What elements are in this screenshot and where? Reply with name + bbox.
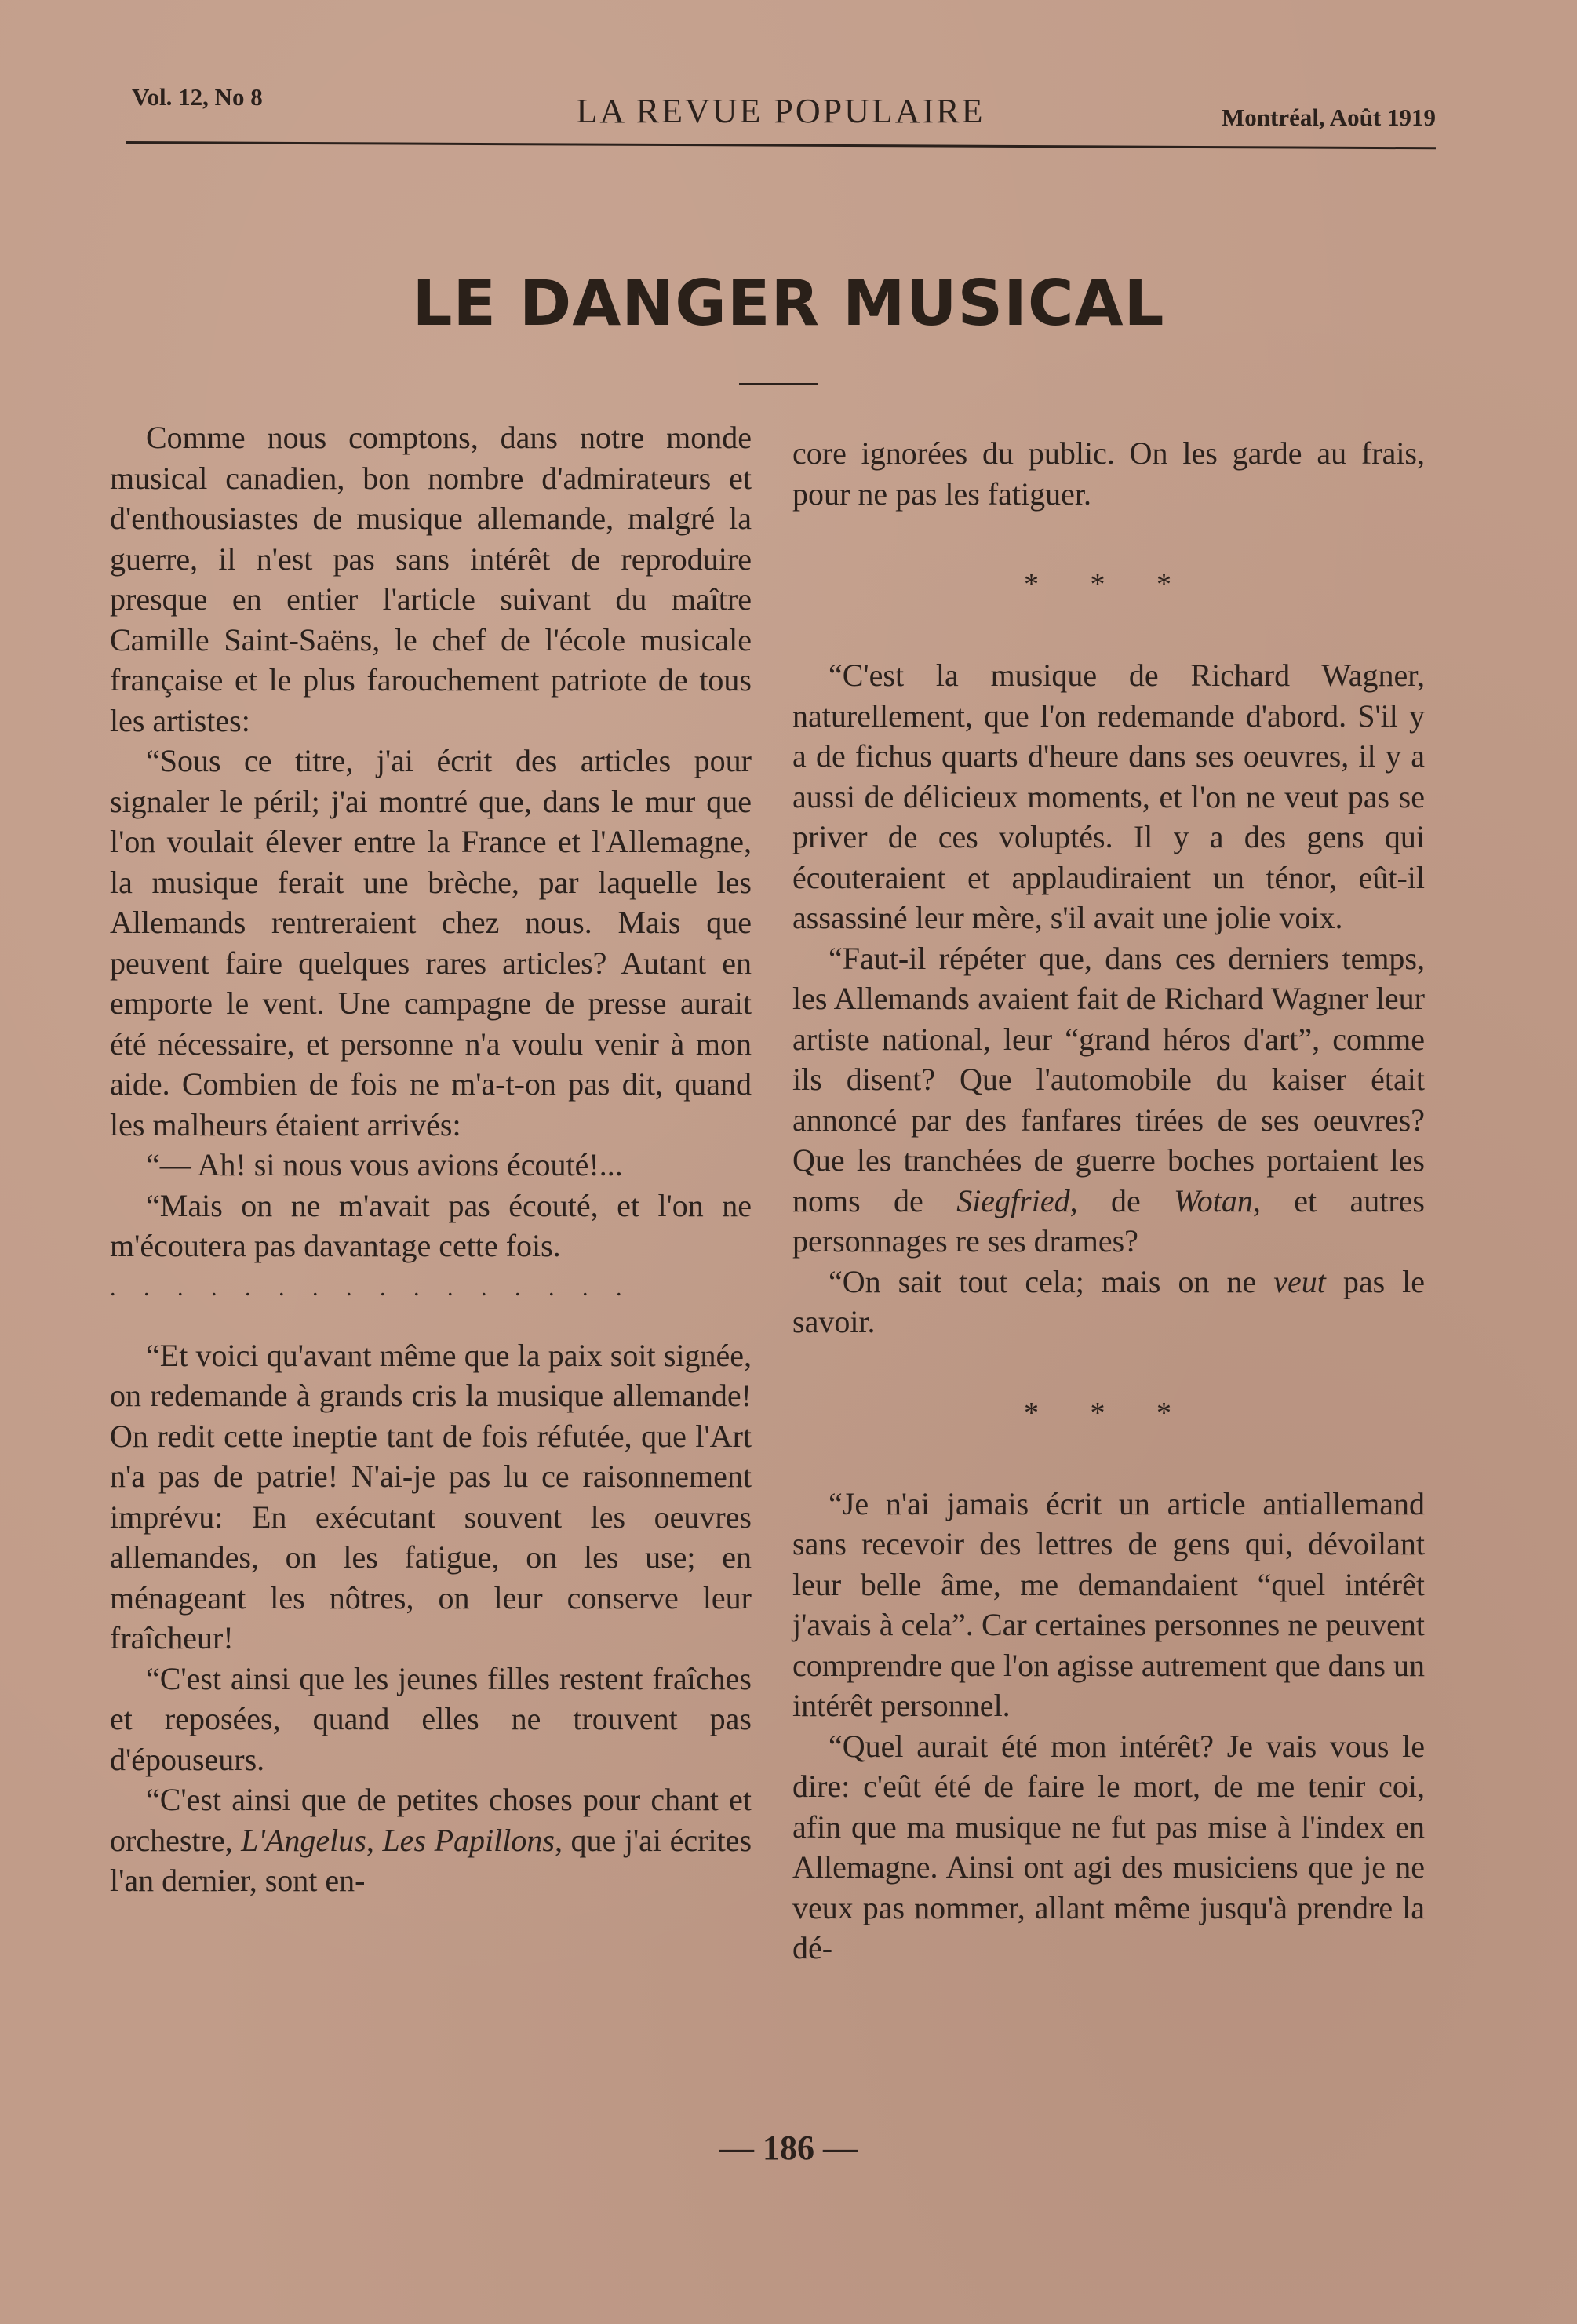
paragraph: “C'est ainsi que les jeunes filles restent fraîches et reposées, quand elles ne trouvent pas d'épouseurs. [110, 1660, 752, 1777]
paragraph: “— Ah! si nous vous avions écouté!... [146, 1147, 623, 1182]
paragraph: “Mais on ne m'avait pas écouté, et l'on ne m'écoutera pas davantage cette fois. [110, 1187, 752, 1263]
text-run: , que j'ai écrites l'an dernier, sont en- [110, 1822, 752, 1898]
article-title: LE DANGER MUSICAL [412, 267, 1165, 340]
paragraph: “Quel aurait été mon intérêt? Je vais vous le dire: c'eût été de faire le mort, de me tenir coi, afin que ma musique ne fut pas mise à l'index en Allemagne. Ainsi ont agi des musiciens que je ne veux pas nommer, allant même jusqu'à prendre la dé- [792, 1728, 1425, 1965]
right-column [792, 433, 1425, 1969]
paragraph [792, 1262, 1425, 1342]
page-header [126, 75, 1436, 146]
paragraph: Comme nous comptons, dans notre monde musical canadien, bon nombre d'admirateurs et d'enthousiastes de musique allemande, malgré la guerre, il n'est pas sans intérêt de reproduire presque en entier l'article suivant du maître Camille Saint-Saëns, le chef de l'école musicale française et le plus farouchement patriote de tous les artistes: [110, 420, 752, 738]
text-run: “C'est ainsi que de petites choses pour chant et orchestre, [110, 1782, 752, 1858]
ellipsis-divider: . . . . . . . . . . . . . . . . [110, 1274, 633, 1301]
paragraph: core ignorées du public. On les garde au frais, pour ne pas les fatiguer. [792, 435, 1425, 512]
name-siegfried: Siegfried [956, 1182, 1070, 1218]
paragraph: “C'est la musique de Richard Wagner, naturellement, que l'on redemande d'abord. S'il y a de fichus quarts d'heure dans ses oeuvres, il y a aussi de délicieux moments, et l'on ne veut pas se priver de ces voluptés. Il y a des gens qui écouteraient et applaudiraient un ténor, eût-il assassiné leur mère, s'il avait une jolie voix. [792, 657, 1425, 935]
text-run: , et autres personnages re ses drames? [792, 1182, 1425, 1259]
paragraph [792, 938, 1425, 1262]
work-title-angelus: L'Angelus [241, 1822, 366, 1858]
paragraph: “Je n'ai jamais écrit un article antiallemand sans recevoir des lettres de gens qui, dévoilant leur belle âme, me demandaient “quel intérêt j'avais à cela”. Car certaines personnes ne peuvent comprendre que l'on agisse autrement que dans un intérêt personnel. [792, 1485, 1425, 1723]
title-rule [739, 383, 818, 385]
emphasis-veut: veut [1273, 1263, 1326, 1299]
paragraph [110, 1779, 752, 1901]
paragraph: “Et voici qu'avant même que la paix soit signée, on redemande à grands cris la musique allemande! On redit cette ineptie tant de fois réfutée, que l'Art n'a pas de patrie! N'ai-je pas lu ce raisonnement imprévu: En exécutant souvent les oeuvres allemandes, on les fatigue, on les use; en ménageant les nôtres, on leur conserve leur fraîcheur! [110, 1337, 752, 1656]
section-separator: * * * [1024, 568, 1193, 601]
volume-number: Vol. 12, No 8 [132, 83, 263, 111]
work-title-papillons: Les Papillons [382, 1822, 555, 1858]
header-rule [126, 141, 1436, 149]
issue-date: Montréal, Août 1919 [1222, 104, 1436, 131]
page-number: — 186 — [719, 2129, 858, 2167]
text-run: pas le savoir. [792, 1263, 1426, 1339]
text-run: , de [1069, 1182, 1175, 1218]
text-run: , [366, 1822, 383, 1858]
section-separator: * * * [1024, 1396, 1193, 1430]
paragraph: “Sous ce titre, j'ai écrit des articles pour signaler le péril; j'ai montré que, dans le mur que l'on voulait élever entre la France et l'Allemagne, la musique ferait une brèche, par laquelle les Allemands rentreraient chez nous. Mais que peuvent faire quelques rares articles? Autant en emporte le vent. Une campagne de presse aurait été nécessaire, et personne n'a voulu venir à mon aide. Combien de fois ne m'a-t-on pas dit, quand les malheurs étaient arrivés: [110, 743, 752, 1142]
left-column [110, 417, 752, 1901]
name-wotan: Wotan [1174, 1182, 1253, 1218]
text-run: “On sait tout cela; mais on ne [829, 1263, 1274, 1299]
text-run: “Faut-il répéter que, dans ces derniers temps, les Allemands avaient fait de Richard Wagner leur artiste national, leur “grand héros d'art”, comme ils disent? Que l'automobile du kaiser était annoncé par des fanfares tirées de ses oeuvres? Que les tranchées de guerre boches portaient les noms de [792, 940, 1425, 1218]
publication-name: LA REVUE POPULAIRE [576, 92, 985, 130]
